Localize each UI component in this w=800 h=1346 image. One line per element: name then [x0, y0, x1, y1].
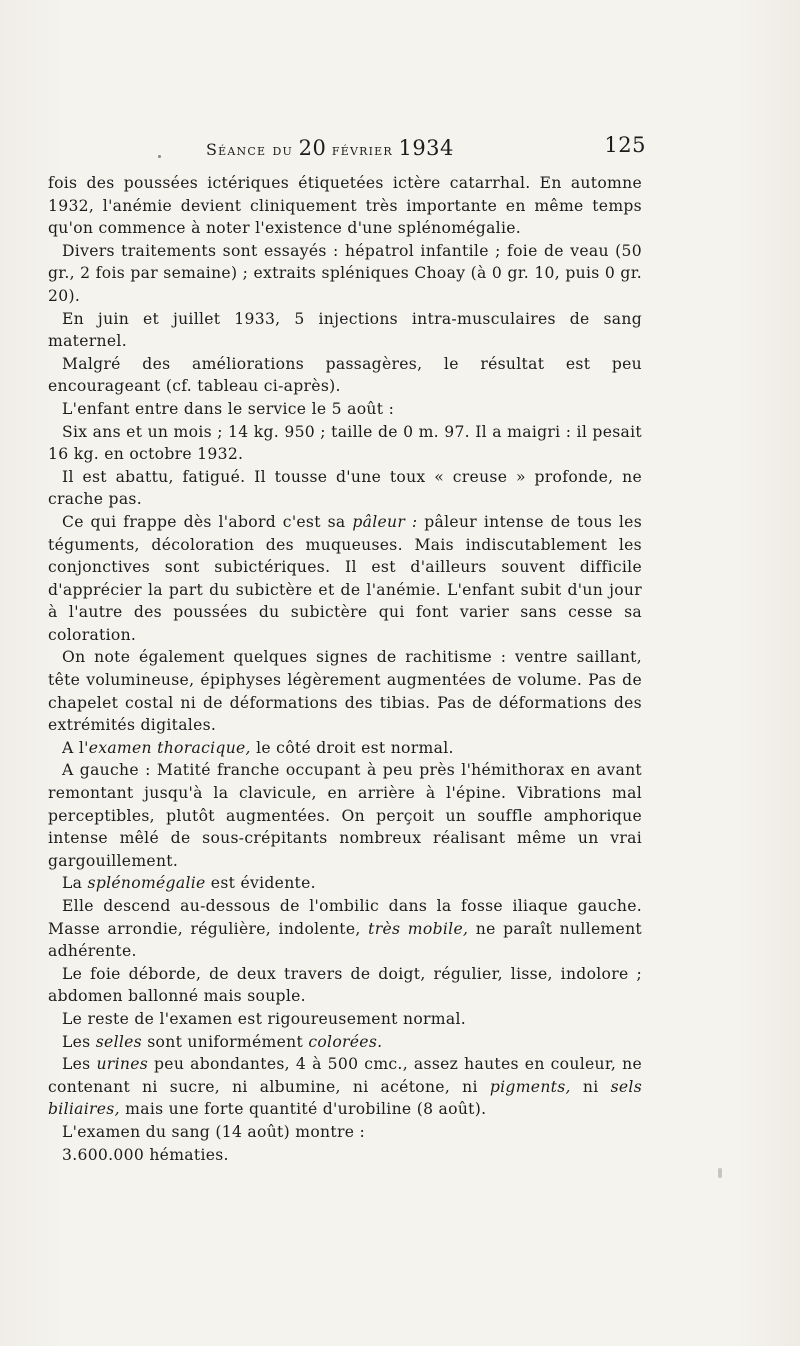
paragraph	[48, 646, 642, 736]
text-run: En juin et juillet 1933, 5 injections intra-musculaires de sang maternel.	[48, 309, 642, 351]
paragraph	[48, 240, 642, 308]
paragraph	[48, 466, 642, 511]
paragraph	[48, 172, 642, 240]
paragraph	[48, 1031, 642, 1054]
text-run: 3.600.000 hématies.	[62, 1145, 229, 1164]
text-run: peu abondantes, 4 à 500 cmc., assez hautes en couleur, ne contenant ni sucre, ni albumine, ni acétone, ni	[48, 1055, 642, 1096]
text-run: La	[62, 874, 88, 893]
text-run: Il est abattu, fatigué. Il tousse d'une toux « creuse » profonde, ne crache pas.	[48, 467, 642, 509]
italic-run: selles	[95, 1032, 142, 1051]
paragraph	[48, 353, 642, 398]
text-run: Les	[62, 1032, 96, 1051]
text-run: A gauche : Matité franche occupant à peu près l'hémithorax en avant remontant jusqu'à la clavicule, en arrière à l'épine. Vibrations mal perceptibles, plutôt augmentées. On perçoit un souffle amphorique intense mêlé de sous-crépitants nombreux réalisant même un vrai gargouillement.	[48, 761, 642, 870]
italic-run: urines	[96, 1055, 149, 1074]
body-text	[48, 172, 642, 1166]
paragraph	[48, 421, 642, 466]
text-run: ne paraît nullement adhérente.	[48, 919, 642, 961]
text-run: Malgré des améliorations passagères, le résultat est peu encourageant (cf. tableau ci-après).	[48, 354, 642, 396]
text-run: L'enfant entre dans le service le 5 août :	[62, 399, 395, 418]
paragraph	[48, 1053, 642, 1121]
paper-speck	[158, 155, 161, 158]
text-run: ni	[570, 1077, 611, 1096]
page-number: 125	[604, 133, 646, 157]
paragraph	[48, 759, 642, 872]
seance-label: Séance du	[206, 140, 293, 159]
text-run: fois des poussées ictériques étiquetées ictère catarrhal. En automne 1932, l'anémie devient cliniquement très importante en même temps qu'on commence à noter l'existence d'une splénomégalie.	[48, 174, 642, 238]
text-run: Divers traitements sont essayés : hépatrol infantile ; foie de veau (50 gr., 2 fois par semaine) ; extraits spléniques Choay (à 0 gr. 10, puis 0 gr. 20).	[48, 241, 642, 305]
italic-run: splénomégalie	[87, 874, 206, 893]
italic-run: pigments,	[489, 1077, 571, 1096]
text-run: est évidente.	[205, 874, 316, 893]
text-run: A l'	[62, 738, 89, 757]
text-run: Le foie déborde, de deux travers de doigt, régulier, lisse, indolore ; abdomen ballonné mais souple.	[48, 964, 642, 1006]
paragraph	[48, 308, 642, 353]
running-title	[206, 136, 454, 160]
paragraph	[48, 398, 642, 421]
paragraph	[48, 1144, 642, 1167]
paragraph	[48, 872, 642, 895]
text-run: L'examen du sang (14 août) montre :	[62, 1122, 366, 1141]
seance-year: 1934	[398, 136, 454, 160]
italic-run: très mobile,	[368, 919, 469, 938]
text-run: le côté droit est normal.	[250, 738, 454, 757]
paper-speck	[718, 1168, 722, 1178]
text-run: pâleur intense de tous les téguments, décoloration des muqueuses. Mais indiscutablement les conjonctives sont subictériques. Il est d'ailleurs souvent difficile d'apprécier la part du subictère et de l'anémie. L'enfant subit d'un jour à l'autre des poussées du subictère qui font varier sans cesse sa coloration.	[48, 512, 642, 644]
running-header	[206, 130, 646, 162]
italic-run: pâleur :	[352, 512, 418, 531]
italic-run: examen thoracique,	[88, 738, 251, 757]
paragraph	[48, 1008, 642, 1031]
italic-run: sels biliaires,	[48, 1077, 642, 1119]
italic-run: colorées.	[308, 1032, 383, 1051]
paragraph	[48, 895, 642, 963]
text-run: sont uniformément	[142, 1032, 309, 1051]
text-run: mais une forte quantité d'urobiline (8 août).	[119, 1100, 487, 1119]
paragraph	[48, 963, 642, 1008]
paragraph	[48, 737, 642, 760]
text-run: Ce qui frappe dès l'abord c'est sa	[62, 512, 353, 531]
paragraph	[48, 1121, 642, 1144]
text-run: Elle descend au-dessous de l'ombilic dans la fosse iliaque gauche. Masse arrondie, régulière, indolente,	[48, 897, 642, 938]
text-run: Six ans et un mois ; 14 kg. 950 ; taille de 0 m. 97. Il a maigri : il pesait 16 kg. en octobre 1932.	[48, 422, 642, 464]
text-run: Le reste de l'examen est rigoureusement normal.	[62, 1009, 467, 1028]
text-run: On note également quelques signes de rachitisme : ventre saillant, tête volumineuse, épiphyses légèrement augmentées de volume. Pas de chapelet costal ni de déformations des tibias. Pas de déformations des extrémités digitales.	[48, 648, 642, 735]
text-run: Les	[62, 1055, 97, 1074]
paragraph	[48, 511, 642, 647]
seance-day: 20	[298, 136, 327, 160]
seance-month: février	[331, 140, 393, 159]
